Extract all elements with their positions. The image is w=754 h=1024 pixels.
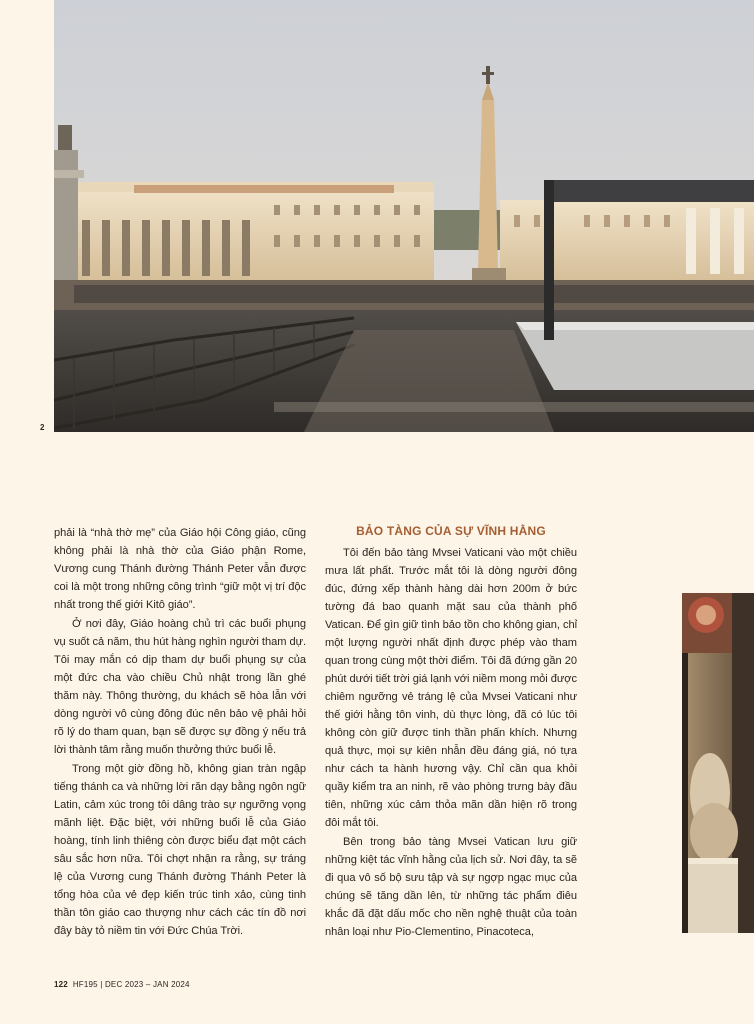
body-paragraph: Tôi đến bảo tàng Mvsei Vaticani vào một chiều mưa lất phất. Trước mắt tôi là dòng người đông đúc, đứng xếp thành hàng dài hơn 200m ở bức tường đá bao quanh mặt sau của thành phố Vatican. Để gìn giữ tình bảo tồn cho không gian, chỉ một lượng người nhất định được phép vào tham quan trong cùng một thời điểm. Tôi đã đứng gần 20 phút dưới tiết trời giá lạnh với niềm mong mỏi được chiêm ngưỡng vẻ tráng lệ của Mvsei Vaticani như thế giới hằng tôn vinh, dù thực lòng, đã có lúc tôi không còn giữ được tinh thần phấn khích. Nhưng quả thực, mọi sự kiên nhẫn đều đáng giá, nó tựa như cách ta hành hương vậy. Chỉ cần qua khỏi quầy kiểm tra an ninh, rẽ vào phòng trưng bày đầu tiên, những xúc cảm thỏa mãn dần hiện rõ trong đôi mắt tôi.	[325, 547, 577, 829]
left-column	[54, 524, 306, 940]
page-number: 122	[54, 980, 68, 989]
body-paragraph: Bên trong bảo tàng Mvsei Vatican lưu giữ những kiệt tác vĩnh hằng của lịch sử. Nơi đây, ta sẽ đi qua vô số bộ sưu tập và sự ngợp ngạc mục của chúng sẽ tăng dần lên, từ những tác phẩm điêu khắc đã đặt dấu mốc cho nền nghệ thuật của toàn nhân loại như Pio-Clementino, Pinacoteca,	[325, 836, 577, 938]
section-heading: BẢO TÀNG CỦA SỰ VĨNH HẰNG	[356, 524, 546, 538]
figure-number: 2	[40, 423, 45, 432]
issue-info: HF195 | DEC 2023 – JAN 2024	[72, 980, 190, 989]
body-paragraph: Trong một giờ đồng hồ, không gian tràn ngập tiếng thánh ca và những lời răn dạy bằng ngôn ngữ Latin, cảm xúc trong tôi dâng trào sự ngưỡng vọng mãnh liệt. Đặc biệt, với những buổi lễ của Giáo hoàng, tính linh thiêng còn được biểu đạt một cách sâu sắc hơn nữa. Tôi chợt nhận ra rằng, sự tráng lệ của Vương cung Thánh đường Thánh Peter là tổng hòa của vẻ đẹp kiến trúc tinh xảo, cùng tinh thần tôn giáo cao thượng như cách các tín đồ nơi đây bày tỏ niềm tin với Đức Chúa Trời.	[54, 763, 306, 937]
right-column	[325, 524, 577, 941]
museum-interior-photo	[682, 593, 754, 933]
body-paragraph: phải là “nhà thờ mẹ” của Giáo hội Công giáo, cũng không phải là nhà thờ của Giáo phận Rome, Vương cung Thánh đường Thánh Peter vẫn được coi là một trong những công trình “giữ một vị trí độc nhất trong thế giới Kitô giáo”.	[54, 527, 306, 611]
page-footer	[54, 980, 190, 989]
st-peters-square-photo	[54, 0, 754, 432]
body-paragraph: Ở nơi đây, Giáo hoàng chủ trì các buổi phụng vụ suốt cả năm, thu hút hàng nghìn người tham dự. Tôi may mắn có dịp tham dự buổi phụng sự của một đức cha vào chiều Chủ nhật trong lần ghé thăm này. Thông thường, du khách sẽ hòa lẫn với dòng người vô cùng đông đúc nên bảo vệ phải hỏi rõ lý do tham quan, bạn sẽ được sự đồng ý nếu trả lời thành tâm rằng muốn thưởng thức buổi lễ.	[54, 618, 306, 756]
